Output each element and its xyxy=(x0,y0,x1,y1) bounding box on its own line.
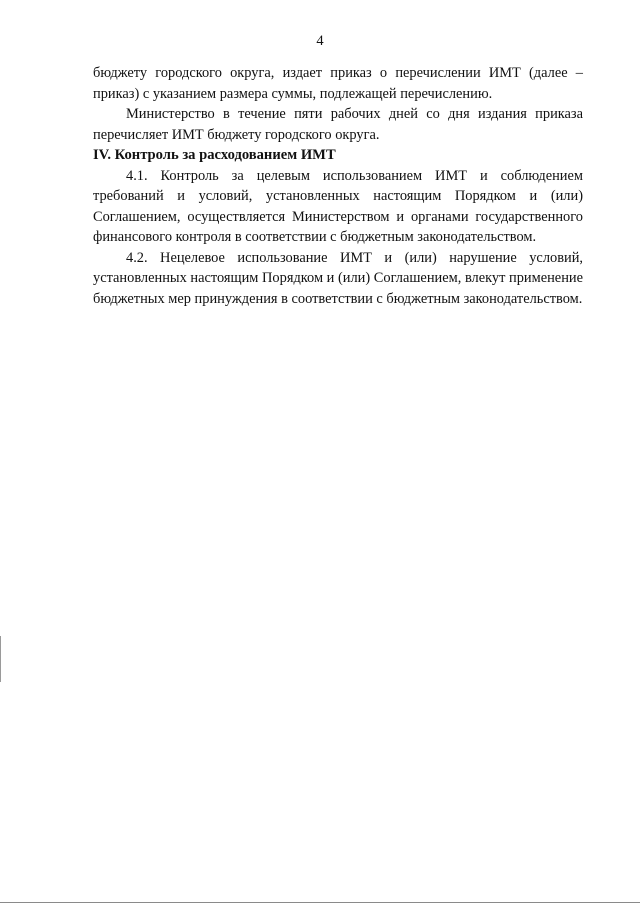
paragraph-ministry-transfer: Министерство в течение пяти рабочих дней со дня издания приказа перечисляет ИМТ бюджету городского округа. xyxy=(93,106,583,143)
paragraph-continuation: бюджету городского округа, издает приказ о перечислении ИМТ (далее – приказ) с указанием размера суммы, подлежащей перечислению. xyxy=(93,65,583,102)
page-bottom-edge xyxy=(0,902,640,903)
section-heading: IV. Контроль за расходованием ИМТ xyxy=(93,147,336,163)
document-body xyxy=(93,63,583,309)
page-number: 4 xyxy=(316,33,324,49)
scan-edge-mark xyxy=(0,636,1,682)
paragraph-4-2: 4.2. Нецелевое использование ИМТ и (или) нарушение условий, установленных настоящим Порядком и (или) Соглашением, влекут применение бюджетных мер принуждения в соответствии с бюджетным законодательством. xyxy=(93,249,583,307)
paragraph-4-1: 4.1. Контроль за целевым использованием ИМТ и соблюдением требований и условий, установленных настоящим Порядком и (или) Соглашением, осуществляется Министерством и органами государственного финансового контроля в соответствии с бюджетным законодательством. xyxy=(93,167,583,245)
